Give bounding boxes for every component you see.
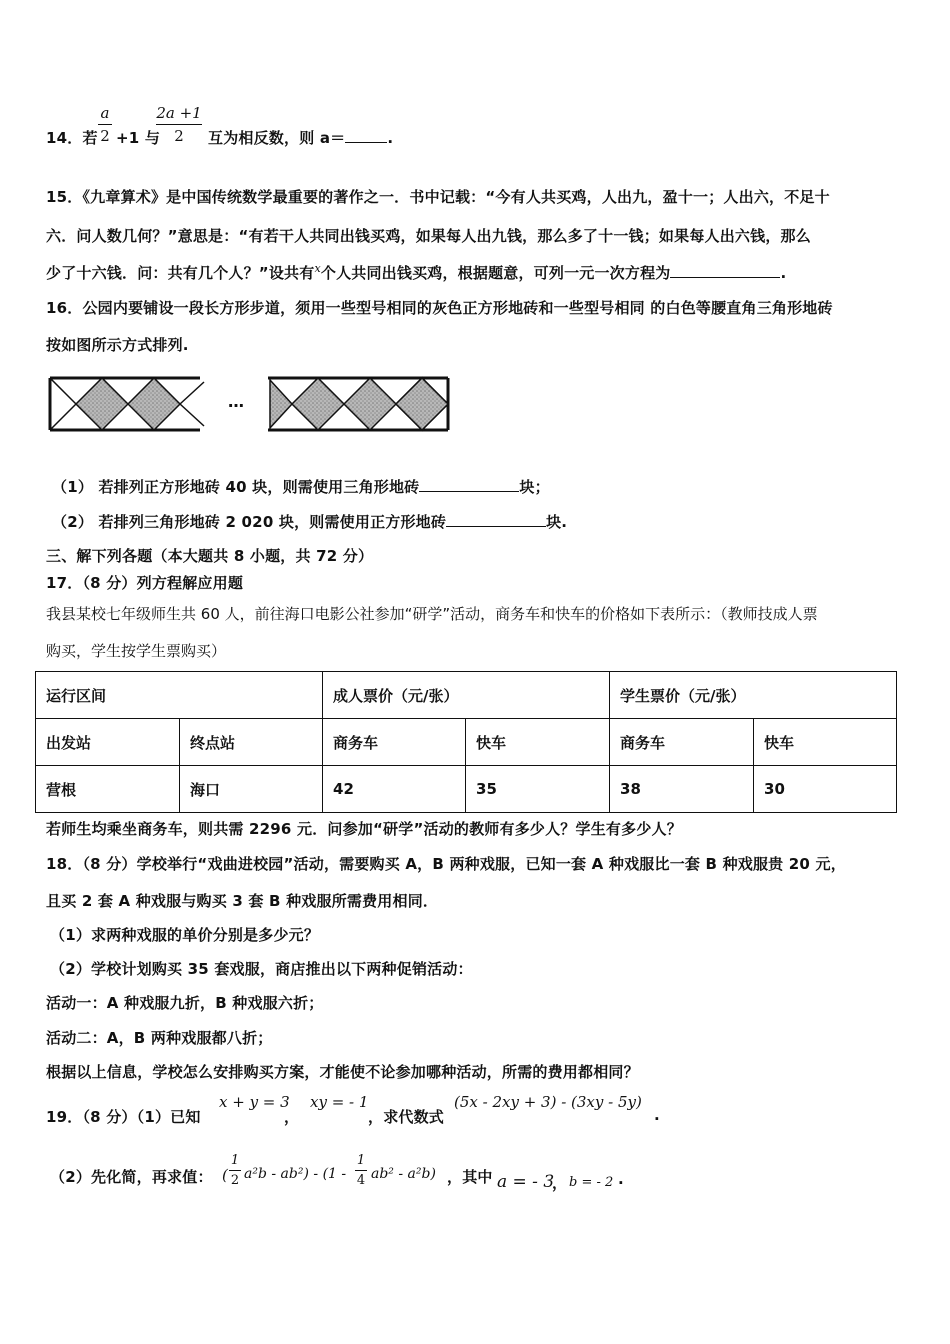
q18-activity1: 活动一：A 种戏服九折，B 种戏服六折； bbox=[46, 994, 324, 1012]
q14-tail-wrap bbox=[208, 127, 393, 148]
q18-final: 根据以上信息，学校怎么安排购买方案，才能使不论参加哪种活动，所需的费用都相同？ bbox=[46, 1063, 639, 1081]
q15-answer-blank[interactable] bbox=[670, 277, 780, 278]
q19-frac2-denominator: 4 bbox=[356, 1173, 366, 1188]
q14-frac2-numerator: 2a +1 bbox=[156, 104, 202, 122]
q19-part2-label: （2）先化简，再求值： bbox=[50, 1168, 213, 1186]
q19-frac-quarter bbox=[355, 1153, 367, 1188]
table-row bbox=[36, 766, 897, 813]
q19-frac-half bbox=[229, 1153, 241, 1188]
table-row bbox=[36, 672, 897, 719]
q18-line1: 18．（8 分）学校举行“戏曲进校园”活动，需要购买 A，B 两种戏服，已知一套 A 种戏服比一套 B 种戏服贵 20 元， bbox=[46, 855, 846, 873]
table-cell: 30 bbox=[754, 766, 897, 813]
q16-sub2-blank[interactable] bbox=[446, 526, 546, 527]
table-cell: 商务车 bbox=[323, 719, 466, 766]
q15-line3-end: . bbox=[780, 264, 787, 282]
q15-line3 bbox=[46, 262, 786, 283]
q19-frac2-numerator: 1 bbox=[356, 1153, 366, 1168]
q19-part2-end: . bbox=[618, 1170, 624, 1188]
table-cell: 快车 bbox=[754, 719, 897, 766]
q14-tail: 互为相反数，则 a＝ bbox=[208, 129, 346, 147]
q19-value-b: b = - 2 bbox=[569, 1175, 614, 1190]
table-row bbox=[36, 719, 897, 766]
q19-end: . bbox=[654, 1106, 660, 1124]
q16-sub1-blank[interactable] bbox=[419, 491, 519, 492]
q16-line2: 按如图所示方式排列. bbox=[46, 336, 189, 354]
q19-frac1-denominator: 2 bbox=[230, 1173, 240, 1188]
table-cell: 商务车 bbox=[610, 719, 754, 766]
q16-sub2-unit: 块. bbox=[546, 513, 568, 531]
q19-label: 19．（8 分）（1）已知 bbox=[46, 1108, 201, 1126]
table-header-cell: 成人票价（元/张） bbox=[323, 672, 610, 719]
q14-plus-one: +1 与 bbox=[116, 129, 161, 147]
q17-title: 17．（8 分）列方程解应用题 bbox=[46, 574, 244, 592]
q16-sub1-text: （1） 若排列正方形地砖 40 块，则需使用三角形地砖 bbox=[52, 478, 420, 496]
q16-sub2 bbox=[52, 511, 567, 532]
q18-sub2: （2）学校计划购买 35 套戏服，商店推出以下两种促销活动： bbox=[50, 960, 473, 978]
q14-frac1-denominator: 2 bbox=[100, 127, 110, 145]
q19-expr2-end: ab² - a²b) bbox=[371, 1166, 436, 1182]
q19-expr2-middle: a²b - ab²) - (1 - bbox=[244, 1166, 347, 1182]
q19-part2-mid: ，其中 bbox=[447, 1168, 493, 1186]
q17-question: 若师生均乘坐商务车，则共需 2296 元．问参加“研学”活动的教师有多少人？学生有多少人？ bbox=[46, 820, 682, 838]
q14-frac2-denominator: 2 bbox=[174, 127, 184, 145]
q15-line1: 15．《九章算术》是中国传统数学最重要的著作之一．书中记载：“今有人共买鸡，人出九，盈十一；人出六，不足十 bbox=[46, 188, 830, 206]
table-cell: 终点站 bbox=[180, 719, 323, 766]
q19-value-sep: ， bbox=[552, 1174, 568, 1192]
q16-line1: 16．公园内要铺设一段长方形步道，须用一些型号相同的灰色正方形地砖和一些型号相同 的白色等腰直角三角形地砖 bbox=[46, 299, 833, 317]
q19-expression: (5x - 2xy + 3) - (3xy - 5y) bbox=[454, 1093, 642, 1111]
q19-eq2: xy = - 1 bbox=[310, 1093, 369, 1111]
table-cell: 出发站 bbox=[36, 719, 180, 766]
q19-eq1: x + y = 3 bbox=[219, 1093, 290, 1111]
q19-value-a: a = - 3 bbox=[497, 1172, 555, 1192]
q16-sub2-text: （2） 若排列三角形地砖 2 020 块，则需使用正方形地砖 bbox=[52, 513, 447, 531]
table-header-cell: 学生票价（元/张） bbox=[610, 672, 897, 719]
tile-strip-right bbox=[268, 378, 448, 430]
tile-strip-left bbox=[50, 378, 204, 430]
table-header-cell: 运行区间 bbox=[36, 672, 323, 719]
tile-ellipsis: … bbox=[228, 392, 244, 411]
table-cell: 海口 bbox=[180, 766, 323, 813]
q14-frac1-numerator: a bbox=[100, 104, 110, 122]
q18-sub1: （1）求两种戏服的单价分别是多少元？ bbox=[50, 926, 320, 944]
q14-fraction-a bbox=[98, 104, 112, 145]
section-heading: 三、解下列各题（本大题共 8 小题，共 72 分） bbox=[46, 547, 374, 565]
q14-fraction-2a bbox=[156, 104, 202, 145]
q19-comma: ， bbox=[284, 1108, 300, 1126]
table-cell: 42 bbox=[323, 766, 466, 813]
q17-intro-line1: 我县某校七年级师生共 60 人，前往海口电影公社参加“研学”活动，商务车和快车的价格如下表所示：（教师技成人票 bbox=[46, 605, 818, 623]
table-cell: 38 bbox=[610, 766, 754, 813]
q18-activity2: 活动二：A，B 两种戏服都八折； bbox=[46, 1029, 273, 1047]
tile-pattern-figure bbox=[44, 374, 454, 436]
q15-line3-b: 个人共同出钱买鸡，根据题意，可列一元一次方程为 bbox=[320, 264, 671, 282]
q16-sub1-unit: 块； bbox=[519, 478, 550, 496]
q14-label: 14．若 bbox=[46, 129, 98, 147]
q18-line2: 且买 2 套 A 种戏服与购买 3 套 B 种戏服所需费用相同． bbox=[46, 892, 439, 910]
q19-mid: ，求代数式 bbox=[368, 1108, 445, 1126]
table-cell: 35 bbox=[466, 766, 610, 813]
q15-variable-x: x bbox=[314, 262, 321, 275]
q19-expr2-open: ( bbox=[222, 1166, 228, 1184]
q14-end: . bbox=[387, 129, 394, 147]
q16-sub1 bbox=[52, 476, 550, 497]
table-cell: 快车 bbox=[466, 719, 610, 766]
q19-frac1-numerator: 1 bbox=[230, 1153, 240, 1168]
q15-line3-a: 少了十六钱．问：共有几个人？”设共有 bbox=[46, 264, 315, 282]
q14-answer-blank[interactable] bbox=[345, 142, 387, 143]
fare-table bbox=[35, 671, 897, 813]
q15-line2: 六．问人数几何？”意思是：“有若干人共同出钱买鸡，如果每人出九钱，那么多了十一钱；如果每人出六钱，那么 bbox=[46, 227, 811, 245]
table-cell: 营根 bbox=[36, 766, 180, 813]
q17-intro-line2: 购买，学生按学生票购买） bbox=[46, 642, 227, 660]
